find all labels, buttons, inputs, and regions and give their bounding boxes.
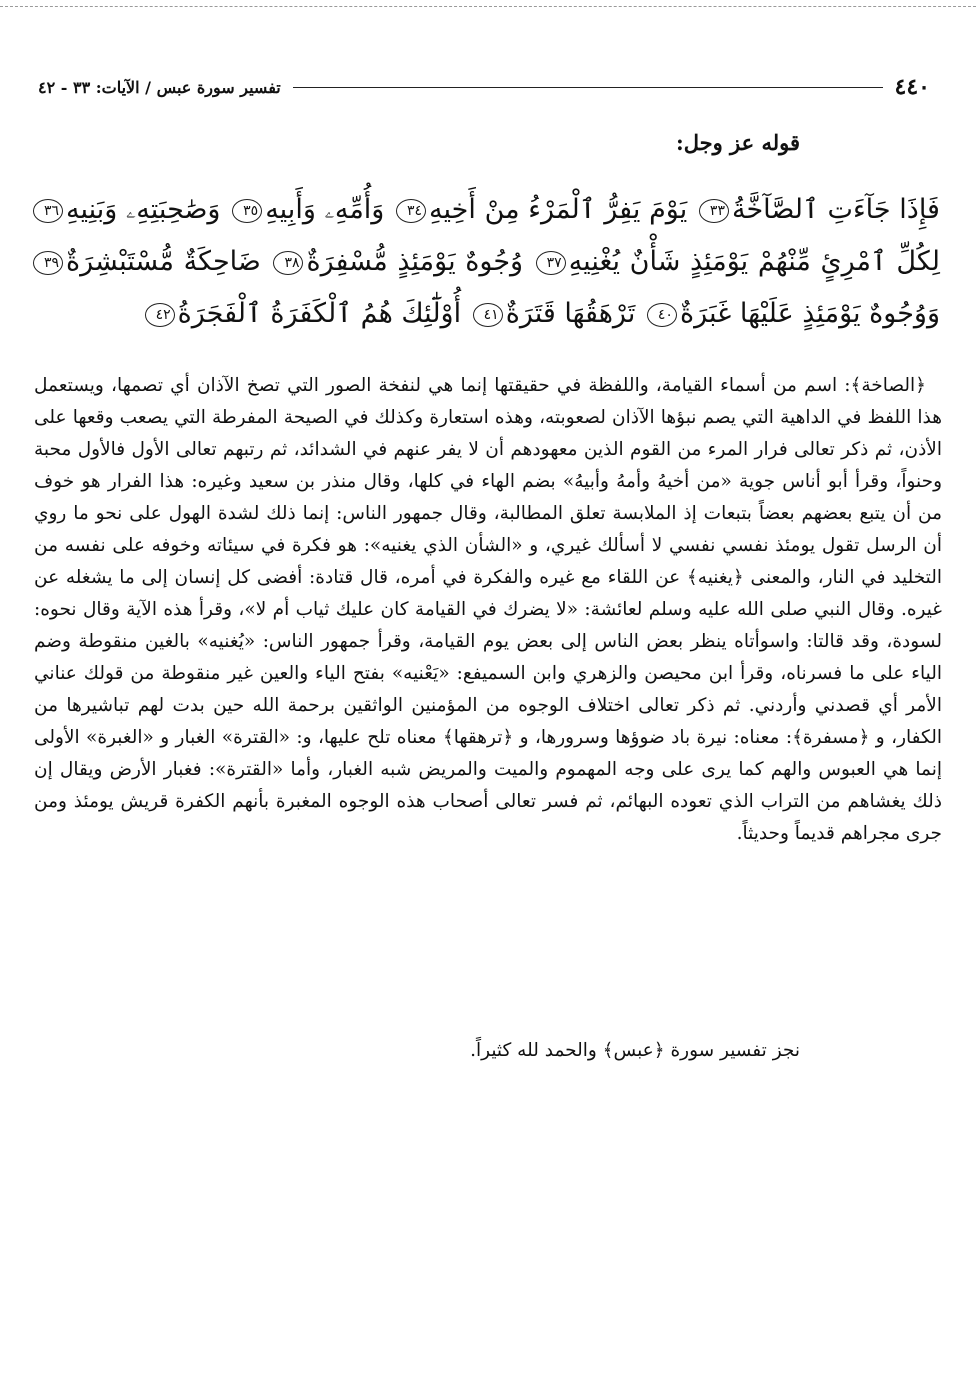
verse-text: وَوُجُوهٌ يَوْمَئِذٍ عَلَيْهَا غَبَرَةٌ bbox=[679, 298, 940, 329]
verse-text: ضَاحِكَةٌ مُّسْتَبْشِرَةٌ bbox=[66, 246, 261, 277]
verse-number-badge: ٣٧ bbox=[536, 251, 566, 275]
page-header bbox=[38, 70, 930, 104]
verse-number-badge: ٤٢ bbox=[145, 303, 175, 327]
verse-number-badge: ٣٩ bbox=[33, 251, 63, 275]
commentary-paragraph: ﴿الصاخة﴾: اسم من أسماء القيامة، واللفظة في حقيقتها إنما هي لنفخة الصور التي تصخ الآذان أي تصمها، ويستعمل هذا اللفظ في الداهية التي يصم نبؤها الآذان لصعوبته، وهذه استعارة وكذلك في الصيحة المفرطة التي يصعب وقعها على الأذن، ثم ذكر تعالى فرار المرء من القوم الذين معهودهم أن لا يفر عنهم في الشدائد، ثم رتبهم تعالى الأول فالأول محبة وحنواً، وقرأ أبو أناس جوية «من أخيهُ وأمهُ وأبيهُ» بضم الهاء في كلها، وقال منذر بن سعيد وغيره: هذا الفرار هو خوف من أن يتبع بعضهم بعضاً بتبعات إذ الملابسة تعلق المطالبة، وقال جمهور الناس: إنما ذلك لشدة الهول على نحو ما روي أن الرسل تقول يومئذ نفسي نفسي لا أسألك غيري، و «الشأن الذي يغنيه»: هو فكرة في سيئاته وخوفه على نفسه من التخليد في النار، والمعنى ﴿يغنيه﴾ عن اللقاء مع غيره والفكرة في أمره، قال قتادة: أفضى كل إنسان إلى ما يشغله عن غيره. وقال النبي صلى الله عليه وسلم لعائشة: «لا يضرك في القيامة كان عليك ثياب أم لا»، وقرأ هذه الآية وقال نحوه: لسودة، وقد قالتا: واسوأتاه ينظر بعض الناس إلى بعض يوم القيامة، وقرأ جمهور الناس: «يُغنيه» بالغين منقوطة وضم الياء على ما فسرناه، وقرأ ابن محيصن والزهري وابن السميفع: «يَعْنيه» بفتح الياء والعين غير منقوطة من قولك عناني الأمر أي قصدني وأردني. ثم ذكر تعالى اختلاف الوجوه من المؤمنين الواثقين برحمة الله حين بدت لهم تباشيرها من الكفار، و ﴿مسفرة﴾: معناه: نيرة باد ضوؤها وسرورها، و ﴿ترهقها﴾ معناه تلح عليها، و: «القترة» الغبار و «الغبرة» الأولى إنما هي العبوس والهم كما يرى على وجه المهموم والميت والمريض شبه الغبار، وأما «القترة»: فغبار الأرض ويقال إن ذلك يغشاهم من التراب الذي تعوده البهائم، ثم فسر تعالى أصحاب هذه الوجوه المغبرة بأنهم الكفرة قريش يومئذ ومن جرى مجراهم قديماً وحديثاً. bbox=[34, 375, 942, 844]
running-title: تفسير سورة عبس / الآيات: ٣٣ - ٤٢ bbox=[38, 77, 281, 97]
verse-number-badge: ٣٥ bbox=[232, 199, 262, 223]
verse-text: وُجُوهٌ يَوْمَئِذٍ مُّسْفِرَةٌ bbox=[306, 246, 524, 277]
verse-text: أُوْلَٰٓئِكَ هُمُ ٱلْكَفَرَةُ ٱلْفَجَرَةُ bbox=[177, 298, 462, 329]
verse-text: تَرْهَقُهَا قَتَرَةٌ bbox=[505, 298, 636, 329]
verse-text: وَأُمِّهِۦ وَأَبِيهِ bbox=[265, 194, 385, 225]
verse-number-badge: ٣٣ bbox=[699, 199, 729, 223]
verse-text: وَصَٰحِبَتِهِۦ وَبَنِيهِ bbox=[66, 194, 221, 225]
verse-number-badge: ٣٦ bbox=[33, 199, 63, 223]
verse-number-badge: ٤٠ bbox=[647, 303, 677, 327]
quran-verses bbox=[30, 184, 940, 340]
verse-text: لِكُلِّ ٱمْرِئٍ مِّنْهُمْ يَوْمَئِذٍ شَأْنٌ يُغْنِيهِ bbox=[568, 246, 940, 277]
page-top-edge bbox=[0, 6, 976, 7]
header-rule bbox=[293, 87, 883, 88]
verse-text: يَوْمَ يَفِرُّ ٱلْمَرْءُ مِنْ أَخِيهِ bbox=[429, 194, 688, 225]
verse-intro: قوله عز وجل: bbox=[675, 130, 800, 155]
commentary-body bbox=[34, 370, 942, 850]
verse-number-badge: ٣٨ bbox=[273, 251, 303, 275]
verse-number-badge: ٣٤ bbox=[396, 199, 426, 223]
verse-number-badge: ٤١ bbox=[473, 303, 503, 327]
page-number: ٤٤٠ bbox=[894, 74, 930, 100]
verse-text: فَإِذَا جَآءَتِ ٱلصَّآخَّةُ bbox=[731, 194, 940, 225]
closing-line: نجز تفسير سورة ﴿عبس﴾ والحمد لله كثيراً. bbox=[470, 1040, 800, 1061]
